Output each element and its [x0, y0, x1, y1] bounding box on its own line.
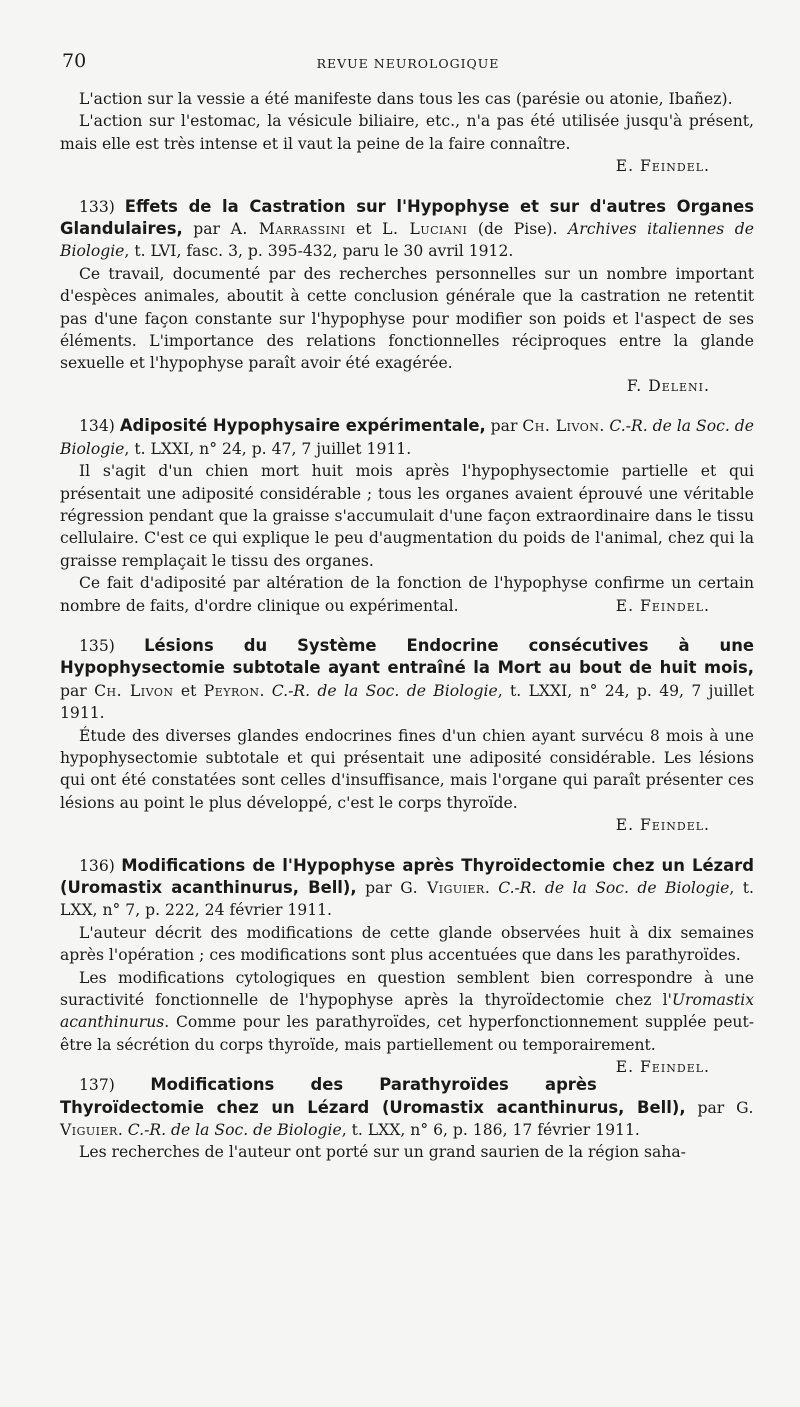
article-title: Adiposité Hypophysaire expérimentale, — [119, 416, 486, 436]
running-title: REVUE NEUROLOGIQUE — [316, 56, 500, 71]
article-number: 135) — [79, 636, 115, 655]
article-number: 137) — [79, 1076, 115, 1095]
page-header — [62, 48, 754, 78]
article-137-body: Les recherches de l'auteur ont porté sur un grand saurien de la région saha- — [79, 1143, 686, 1162]
journal-name: Archives italiennes de Biologie — [60, 220, 754, 261]
citation: , t. LXXI, n° 24, p. 47, 7 juillet 1911. — [124, 439, 412, 458]
author: L. Luciani — [382, 220, 468, 239]
citation: , t. LXX, n° 6, p. 186, 17 février 1911. — [341, 1121, 640, 1140]
article-133-body: Ce travail, documenté par des recherches personnelles sur un nombre important d'espèces animales, aboutit à cette conclusion générale que la castration ne retentit pas d'une façon constante sur l'hypophyse pour modifier son poids et l'aspect de ses éléments. L'importance des relations fonctionnelles réciproques entre la glande sexuelle et l'hypophyse paraît avoir été exagérée. — [60, 264, 754, 373]
page-body — [60, 88, 754, 1164]
article-134-body-2: Ce fait d'adiposité par altération de la fonction de l'hypophyse confirme un certain nombre de faits, d'ordre clinique ou expérimental. E. Feindel. — [60, 572, 754, 617]
journal-name: C.-R. de la Soc. de Biologie — [127, 1121, 342, 1140]
article-135-signature: E. Feindel. — [615, 816, 710, 835]
citation: , t. LXXI, n° 24, p. 49, 7 juillet 1911. — [60, 681, 754, 723]
journal-name: C.-R. de la Soc. de Biologie — [498, 879, 730, 897]
author: G. Viguier — [60, 1098, 754, 1140]
article-137-heading: 137) Modifications des Parathyroïdes après Thyroïdectomie chez un Lézard (Uromastix acanthinurus, Bell), par G. Viguier. C.-R. de la Soc. de Biologie, t. LXX, n° 6, p. 186, 17 février 1911. — [60, 1075, 754, 1140]
journal-name: C.-R. de la Soc. de Biologie — [60, 417, 754, 458]
article-title: Lésions du Système Endocrine consécutives à une Hypophysectomie subtotale ayant entraîné la Mort au bout de huit mois, — [60, 635, 754, 678]
intro-paragraph-2: L'action sur l'estomac, la vésicule biliaire, etc., n'a pas été utilisée jusqu'à présent, mais elle est très intense et il vaut la peine de la faire connaître. — [60, 112, 754, 153]
author: G. Viguier — [400, 879, 485, 897]
article-136-heading: 136) Modifications de l'Hypophyse après Thyroïdectomie chez un Lézard (Uromastix acanthinurus, Bell), par G. Viguier. C.-R. de la Soc. de Biologie, t. LXX, n° 7, p. 222, 24 février 1911. — [60, 855, 754, 920]
citation: , t. LXX, n° 7, p. 222, 24 février 1911. — [60, 879, 754, 920]
article-136-body-2: Les modifications cytologiques en question semblent bien correspondre à une suractivité fonctionnelle de l'hypophyse après la thyroïdectomie chez l'Uromastix acanthinurus. Comme pour les parathyroïdes, cet hyperfonctionnement supplée peut-être la sécrétion du corps thyroïde, mais partiellement ou temporairement. E. Feindel. — [60, 967, 754, 1057]
author: A. Marrassini — [230, 220, 346, 239]
intro-paragraph-1: L'action sur la vessie a été manifeste dans tous les cas (parésie ou atonie, Ibañez). — [79, 90, 733, 108]
article-title: Modifications des Parathyroïdes après Thyroïdectomie chez un Lézard (Uromastix acanthinurus, Bell), — [60, 1075, 686, 1117]
article-134-body-1: Il s'agit d'un chien mort huit mois après l'hypophysectomie partielle et qui présentait une adiposité considérable ; tous les organes avaient éprouvé une véritable régression pendant que la graisse s'accumulait d'une façon extraordinaire dans le tissu cellulaire. C'est ce qui explique le peu d'augmentation du poids de l'animal, chez qui la graisse remplaçait le tissu des organes. — [60, 462, 754, 570]
author: Ch. Livon — [94, 681, 174, 700]
author: Ch. Livon — [522, 417, 600, 436]
intro-signature: E. Feindel. — [615, 157, 710, 176]
article-134-signature: E. Feindel. — [615, 596, 710, 615]
article-133-heading: 133) Effets de la Castration sur l'Hypophyse et sur d'autres Organes Glandulaires, par A. Marrassini et L. Luciani (de Pise). Archives italiennes de Biologie, t. LVI, fasc. 3, p. 395-432, paru le 30 avril 1912. — [60, 196, 754, 261]
article-134-heading: 134) Adiposité Hypophysaire expérimentale, par Ch. Livon. C.-R. de la Soc. de Biologie, t. LXXI, n° 24, p. 47, 7 juillet 1911. — [60, 416, 754, 458]
citation: , t. LVI, fasc. 3, p. 395-432, paru le 30 avril 1912. — [124, 242, 514, 261]
article-title: Modifications de l'Hypophyse après Thyroïdectomie chez un Lézard (Uromastix acanthinurus, Bell), — [60, 855, 754, 897]
article-135-body: Étude des diverses glandes endocrines fines d'un chien ayant survécu 8 mois à une hypophysectomie subtotale et qui présentait une adiposité considérable. Les lésions qui ont été constatées sont celles d'insuffisance, mais l'organe qui paraît présenter ces lésions au point le plus développé, c'est le corps thyroïde. — [60, 726, 754, 812]
article-135-heading: 135) Lésions du Système Endocrine consécutives à une Hypophysectomie subtotale ayant entraîné la Mort au bout de huit mois, par Ch. Livon et Peyron. C.-R. de la Soc. de Biologie, t. LXXI, n° 24, p. 49, 7 juillet 1911. — [60, 635, 754, 723]
article-title: Effets de la Castration sur l'Hypophyse et sur d'autres Organes Glandulaires, — [60, 196, 754, 239]
journal-name: C.-R. de la Soc. de Biologie — [271, 681, 498, 700]
article-133-signature: F. Deleni. — [626, 376, 710, 395]
species-name: Uromastix acanthinurus — [60, 991, 754, 1032]
article-number: 133) — [79, 197, 115, 216]
author: Peyron — [203, 681, 260, 700]
article-136-signature: E. Feindel. — [615, 1058, 710, 1077]
article-number: 134) — [79, 417, 115, 436]
article-136-body-1: L'auteur décrit des modifications de cette glande observées huit à dix semaines après l'opération ; ces modifications sont plus accentuées que dans les parathyroïdes. — [60, 923, 754, 965]
article-number: 136) — [79, 856, 115, 875]
page-number: 70 — [62, 50, 87, 72]
